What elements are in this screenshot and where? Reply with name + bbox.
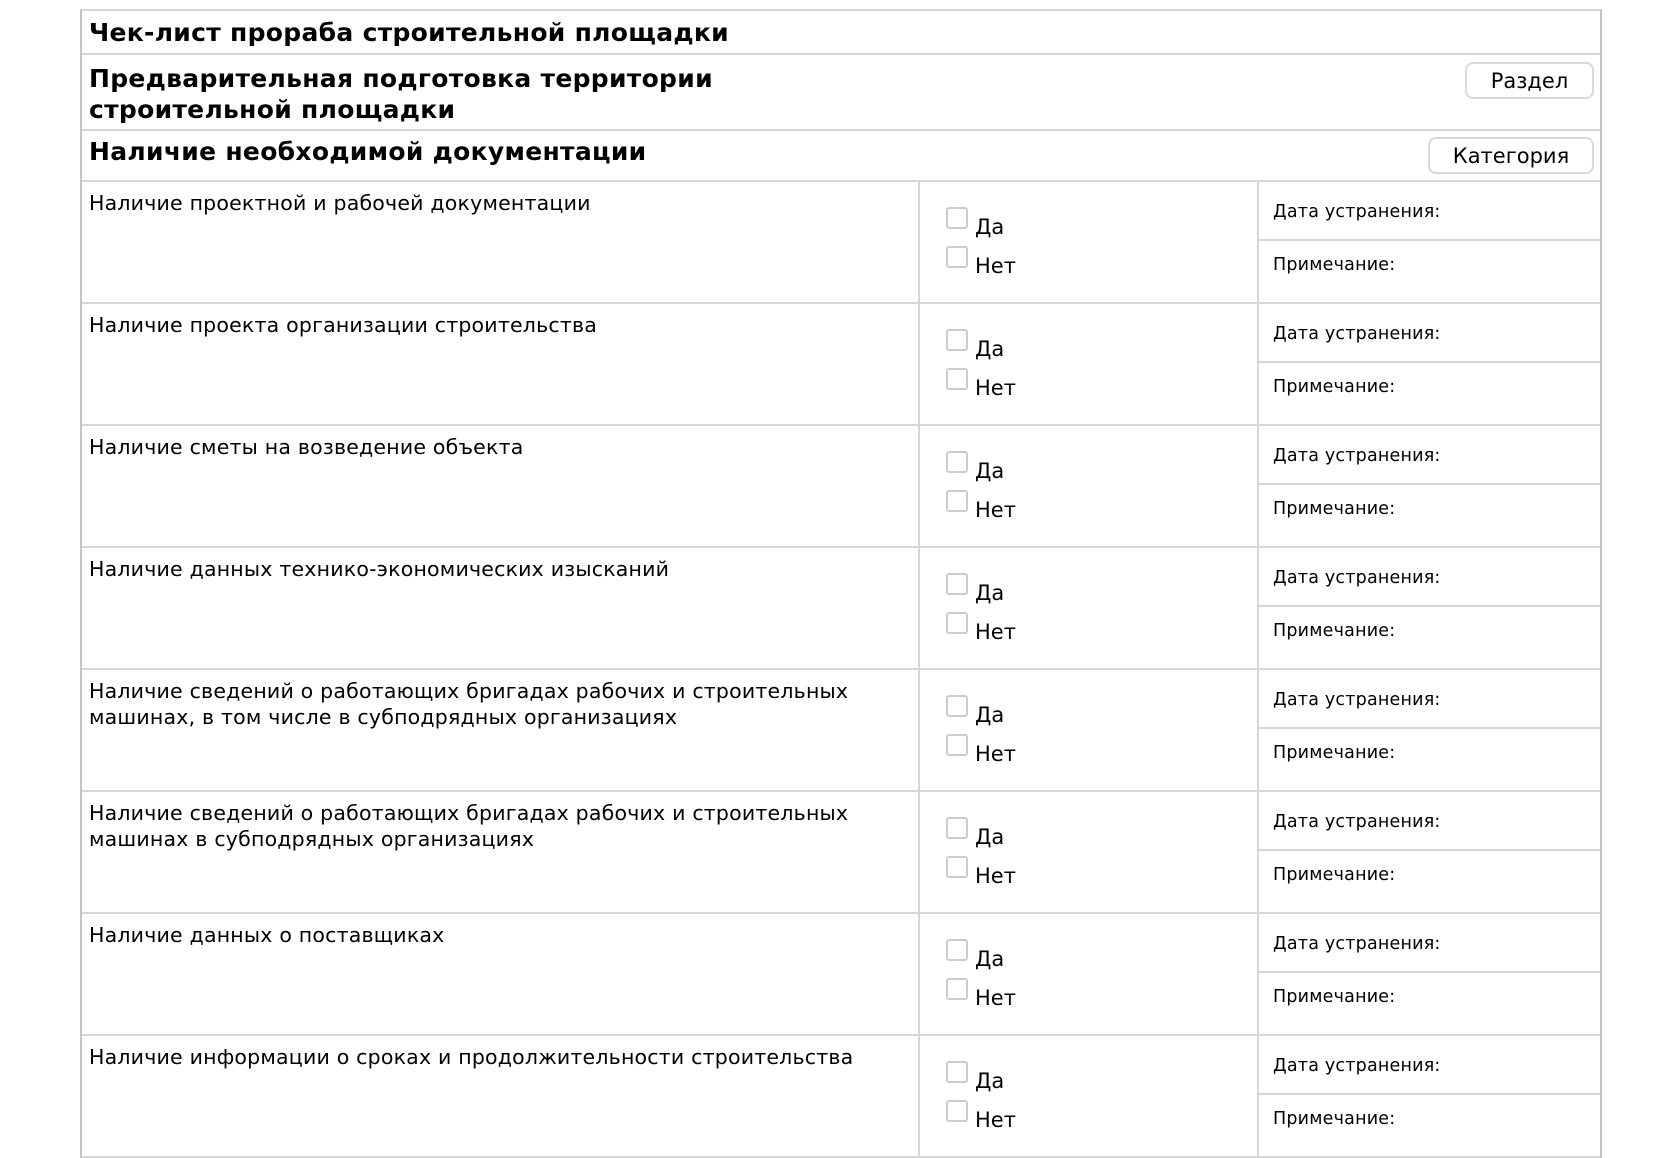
yes-option[interactable]: [946, 451, 1005, 483]
checklist-sheet: [80, 9, 1602, 1158]
item-answer-cell: [920, 304, 1259, 424]
note-field[interactable]: Примечание:: [1273, 255, 1396, 275]
no-label: Нет: [975, 864, 1016, 888]
item-answer-cell: [920, 670, 1259, 790]
fix-date-field[interactable]: Дата устранения:: [1259, 792, 1600, 851]
yes-label: Да: [975, 1069, 1005, 1093]
no-checkbox[interactable]: [946, 246, 968, 268]
yes-checkbox[interactable]: [946, 939, 968, 961]
item-meta-cell: [1259, 670, 1600, 790]
yes-option[interactable]: [946, 939, 1005, 971]
item-meta-cell: [1259, 1036, 1600, 1156]
yes-option[interactable]: [946, 695, 1005, 727]
item-question: Наличие проекта организации строительства: [82, 304, 920, 424]
fix-date-field[interactable]: Дата устранения:: [1259, 670, 1600, 729]
checklist-item: [82, 426, 1600, 548]
item-question: Наличие проектной и рабочей документации: [82, 182, 920, 302]
note-field[interactable]: Примечание:: [1273, 621, 1396, 641]
no-checkbox[interactable]: [946, 612, 968, 634]
section-title: Предварительная подготовка территории строительной площадки: [89, 64, 713, 124]
no-option[interactable]: [946, 856, 1016, 888]
checklist-item: [82, 670, 1600, 792]
note-field[interactable]: Примечание:: [1273, 987, 1396, 1007]
no-checkbox[interactable]: [946, 734, 968, 756]
checklist-item: [82, 304, 1600, 426]
yes-option[interactable]: [946, 1061, 1005, 1093]
fix-date-field[interactable]: Дата устранения:: [1259, 426, 1600, 485]
yes-checkbox[interactable]: [946, 817, 968, 839]
fix-date-field[interactable]: Дата устранения:: [1259, 304, 1600, 363]
no-label: Нет: [975, 1108, 1016, 1132]
note-field[interactable]: Примечание:: [1273, 377, 1396, 397]
item-answer-cell: [920, 182, 1259, 302]
item-question: Наличие данных о поставщиках: [82, 914, 920, 1034]
item-meta-cell: [1259, 182, 1600, 302]
no-option[interactable]: [946, 490, 1016, 522]
no-option[interactable]: [946, 734, 1016, 766]
note-field[interactable]: Примечание:: [1273, 499, 1396, 519]
note-field[interactable]: Примечание:: [1273, 1109, 1396, 1129]
item-question: Наличие данных технико-экономических изысканий: [82, 548, 920, 668]
yes-checkbox[interactable]: [946, 207, 968, 229]
section-button[interactable]: Раздел: [1465, 62, 1594, 99]
fix-date-field[interactable]: Дата устранения:: [1259, 1036, 1600, 1095]
no-label: Нет: [975, 498, 1016, 522]
no-label: Нет: [975, 986, 1016, 1010]
yes-label: Да: [975, 459, 1005, 483]
checklist-title-row: [82, 11, 1600, 55]
yes-checkbox[interactable]: [946, 329, 968, 351]
item-meta-cell: [1259, 426, 1600, 546]
yes-label: Да: [975, 703, 1005, 727]
no-label: Нет: [975, 376, 1016, 400]
fix-date-field[interactable]: Дата устранения:: [1259, 182, 1600, 241]
yes-label: Да: [975, 215, 1005, 239]
yes-label: Да: [975, 947, 1005, 971]
item-question: Наличие сведений о работающих бригадах рабочих и строительных машинах, в том числе в субподрядных организациях: [82, 670, 920, 790]
yes-label: Да: [975, 337, 1005, 361]
no-checkbox[interactable]: [946, 368, 968, 390]
checklist-item: [82, 182, 1600, 304]
item-answer-cell: [920, 548, 1259, 668]
item-answer-cell: [920, 914, 1259, 1034]
no-label: Нет: [975, 254, 1016, 278]
no-label: Нет: [975, 742, 1016, 766]
yes-option[interactable]: [946, 207, 1005, 239]
no-checkbox[interactable]: [946, 490, 968, 512]
yes-checkbox[interactable]: [946, 695, 968, 717]
checklist-title: Чек-лист прораба строительной площадки: [89, 17, 729, 47]
item-question: Наличие сведений о работающих бригадах рабочих и строительных машинах в субподрядных организациях: [82, 792, 920, 912]
item-meta-cell: [1259, 914, 1600, 1034]
no-option[interactable]: [946, 1100, 1016, 1132]
no-option[interactable]: [946, 978, 1016, 1010]
item-question: Наличие сметы на возведение объекта: [82, 426, 920, 546]
item-meta-cell: [1259, 548, 1600, 668]
yes-label: Да: [975, 825, 1005, 849]
category-title: Наличие необходимой документации: [89, 137, 647, 166]
item-question: Наличие информации о сроках и продолжительности строительства: [82, 1036, 920, 1156]
no-checkbox[interactable]: [946, 978, 968, 1000]
item-answer-cell: [920, 792, 1259, 912]
checklist-item: [82, 1036, 1600, 1158]
category-button[interactable]: Категория: [1428, 137, 1594, 174]
no-option[interactable]: [946, 246, 1016, 278]
yes-option[interactable]: [946, 817, 1005, 849]
no-option[interactable]: [946, 612, 1016, 644]
item-meta-cell: [1259, 304, 1600, 424]
yes-option[interactable]: [946, 329, 1005, 361]
no-checkbox[interactable]: [946, 1100, 968, 1122]
item-meta-cell: [1259, 792, 1600, 912]
fix-date-field[interactable]: Дата устранения:: [1259, 914, 1600, 973]
checklist-item: [82, 548, 1600, 670]
checklist-item: [82, 914, 1600, 1036]
note-field[interactable]: Примечание:: [1273, 865, 1396, 885]
yes-checkbox[interactable]: [946, 573, 968, 595]
yes-label: Да: [975, 581, 1005, 605]
checklist-item: [82, 792, 1600, 914]
yes-checkbox[interactable]: [946, 451, 968, 473]
no-option[interactable]: [946, 368, 1016, 400]
category-row: [82, 131, 1600, 182]
note-field[interactable]: Примечание:: [1273, 743, 1396, 763]
no-checkbox[interactable]: [946, 856, 968, 878]
yes-option[interactable]: [946, 573, 1005, 605]
fix-date-field[interactable]: Дата устранения:: [1259, 548, 1600, 607]
item-answer-cell: [920, 1036, 1259, 1156]
yes-checkbox[interactable]: [946, 1061, 968, 1083]
no-label: Нет: [975, 620, 1016, 644]
item-answer-cell: [920, 426, 1259, 546]
section-row: [82, 55, 1600, 131]
